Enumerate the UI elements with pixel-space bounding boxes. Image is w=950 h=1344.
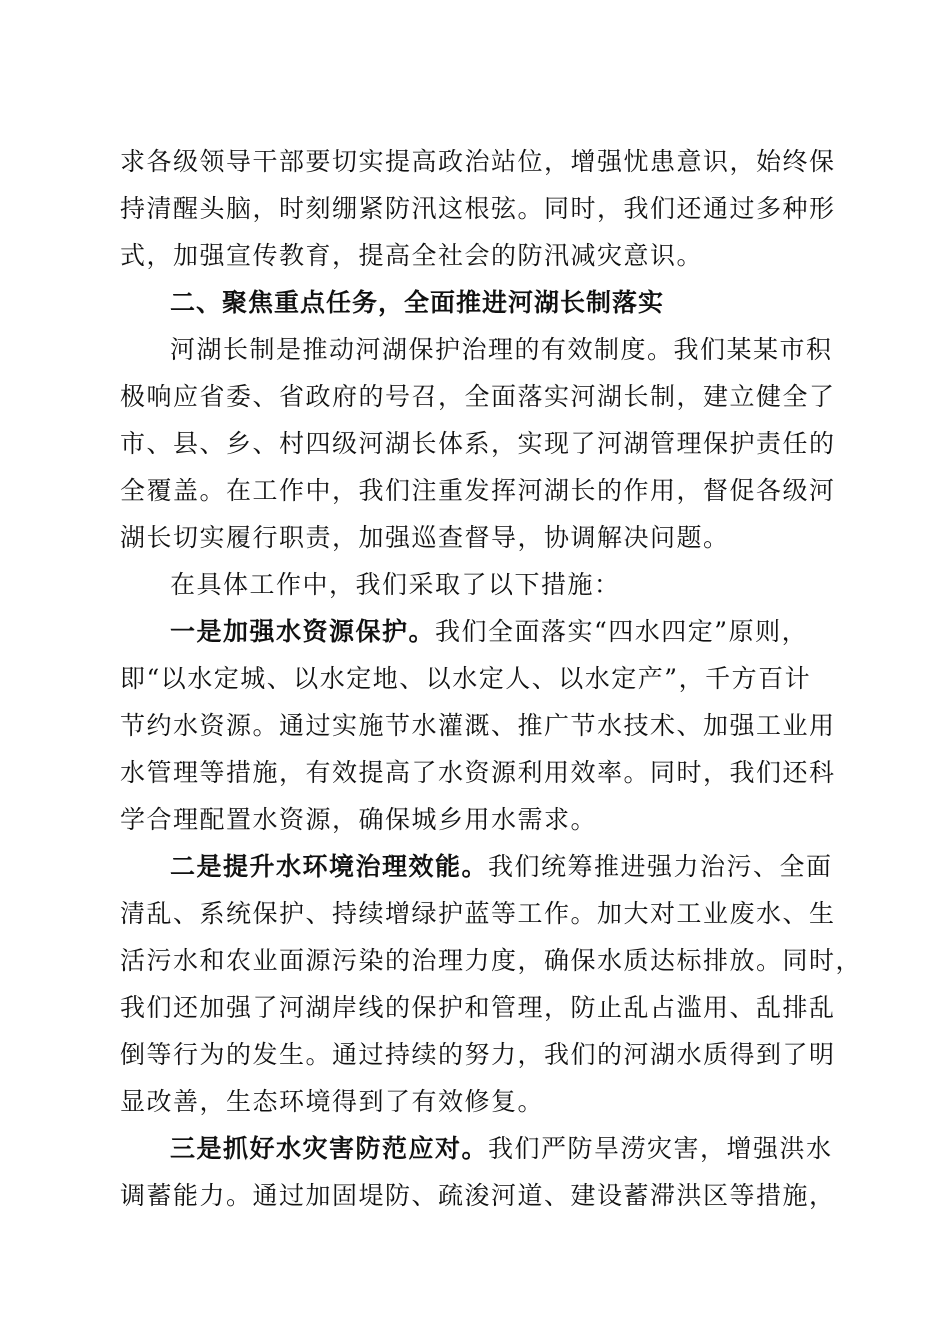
text-span: 我们严防旱涝灾害，增强洪水 xyxy=(488,1134,833,1163)
document-page xyxy=(120,142,863,1223)
text-line: 式，加强宣传教育，提高全社会的防汛减灾意识。 xyxy=(120,241,704,270)
text-line: 极响应省委、省政府的号召，全面落实河湖长制，建立健全了 xyxy=(120,382,836,411)
text-line: 学合理配置水资源，确保城乡用水需求。 xyxy=(120,805,598,834)
text-line xyxy=(120,847,832,894)
text-line: 持清醒头脑，时刻绷紧防汛这根弦。同时，我们还通过多种形 xyxy=(120,194,836,223)
paragraph-4 xyxy=(120,612,836,847)
paragraph-2 xyxy=(120,330,836,565)
text-line: 求各级领导干部要切实提高政治站位，增强忧患意识，始终保 xyxy=(120,147,836,176)
bold-lead-phrase: 三是抓好水灾害防范应对。 xyxy=(170,1134,489,1163)
paragraph-3 xyxy=(120,565,832,612)
text-span: 我们全面落实“四水四定”原则， xyxy=(435,617,809,646)
text-line: 全覆盖。在工作中，我们注重发挥河湖长的作用，督促各级河 xyxy=(120,476,836,505)
text-line: 节约水资源。通过实施节水灌溉、推广节水技术、加强工业用 xyxy=(120,711,836,740)
text-line: 水管理等措施，有效提高了水资源利用效率。同时，我们还科 xyxy=(120,758,836,787)
text-line xyxy=(120,612,832,659)
text-line: 市、县、乡、村四级河湖长体系，实现了河湖管理保护责任的 xyxy=(120,429,836,458)
text-line: 显改善，生态环境得到了有效修复。 xyxy=(120,1087,545,1116)
text-line: 调蓄能力。通过加固堤防、疏浚河道、建设蓄滞洪区等措施， xyxy=(120,1181,836,1210)
paragraph-1 xyxy=(120,142,836,283)
text-line: 湖长切实履行职责，加强巡查督导，协调解决问题。 xyxy=(120,523,730,552)
text-line: 河湖长制是推动河湖保护治理的有效制度。我们某某市积 xyxy=(170,335,833,364)
paragraph-5 xyxy=(120,847,863,1129)
text-line: 倒等行为的发生。通过持续的努力，我们的河湖水质得到了明 xyxy=(120,1040,836,1069)
text-line: 在具体工作中，我们采取了以下措施： xyxy=(170,570,621,599)
section-heading: 二、聚焦重点任务，全面推进河湖长制落实 xyxy=(170,288,665,317)
text-span: 我们统筹推进强力治污、全面 xyxy=(488,852,833,881)
text-line xyxy=(120,1129,832,1176)
text-line: 我们还加强了河湖岸线的保护和管理，防止乱占滥用、乱排乱 xyxy=(120,993,836,1022)
text-line: 即“以水定城、以水定地、以水定人、以水定产”，千方百计 xyxy=(120,664,812,693)
bold-lead-phrase: 二是提升水环境治理效能。 xyxy=(170,852,489,881)
paragraph-6 xyxy=(120,1129,836,1223)
text-line: 活污水和农业面源污染的治理力度，确保水质达标排放。同时， xyxy=(120,946,863,975)
text-line: 清乱、系统保护、持续增绿护蓝等工作。加大对工业废水、生 xyxy=(120,899,836,928)
bold-lead-phrase: 一是加强水资源保护。 xyxy=(170,617,436,646)
